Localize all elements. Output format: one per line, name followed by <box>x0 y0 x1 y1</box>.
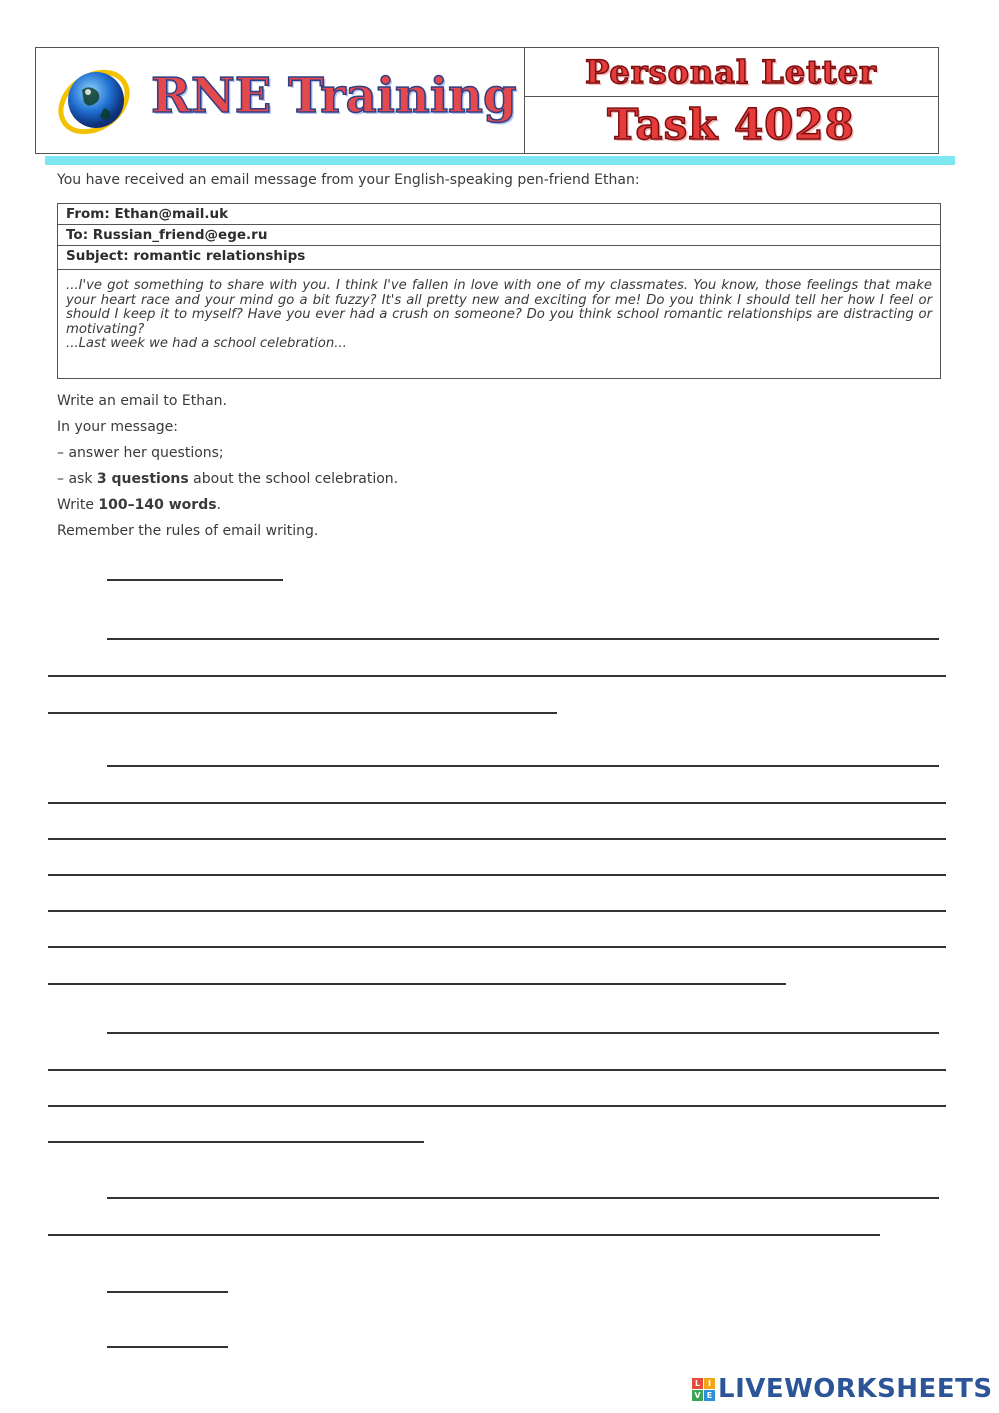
email-body <box>66 279 932 352</box>
email-body-text: ...I've got something to share with you. I think I've fallen in love with one of my classmates. You know, those feelings that make your heart race and your mind go a bit fuzzy? It's all pretty new and exciting for me! Do you think I should tell her how I feel or should I keep it to myself? Have you ever had a crush on someone? Do you think school romantic relationships are distracting or motivating? <box>66 278 932 337</box>
email-to: To: Russian_friend@ege.ru <box>58 225 940 246</box>
instruction-in-message: In your message: <box>57 419 179 435</box>
writing-line[interactable] <box>48 983 786 985</box>
logo-tile: L <box>692 1378 703 1389</box>
writing-line[interactable] <box>48 946 946 948</box>
writing-line[interactable] <box>48 1105 946 1107</box>
writing-line[interactable] <box>48 675 946 677</box>
words-bold: 100–140 words <box>98 497 217 513</box>
liveworksheets-logo <box>692 1374 993 1404</box>
point2-suffix: about the school celebration. <box>188 471 399 487</box>
writing-line[interactable] <box>107 1032 939 1034</box>
liveworksheets-logo-icon <box>692 1378 715 1401</box>
writing-line[interactable] <box>48 1141 424 1143</box>
instruction-point-2 <box>57 471 398 487</box>
instruction-word-count <box>57 497 221 513</box>
intro-text: You have received an email message from your English-speaking pen-friend Ethan: <box>57 172 640 188</box>
email-box <box>57 203 941 379</box>
writing-line[interactable] <box>48 712 557 714</box>
page-title: Personal Letter <box>585 53 877 91</box>
title-cell <box>524 48 938 97</box>
task-cell <box>524 96 938 153</box>
point2-prefix: – ask <box>57 471 97 487</box>
writing-line[interactable] <box>48 1234 880 1236</box>
writing-line[interactable] <box>48 838 946 840</box>
writing-line-closing[interactable] <box>107 1291 228 1293</box>
point2-bold: 3 questions <box>96 471 189 487</box>
logo-cell <box>36 48 525 153</box>
email-subject: Subject: romantic relationships <box>58 246 940 270</box>
instruction-write: Write an email to Ethan. <box>57 393 227 409</box>
words-prefix: Write <box>57 497 99 513</box>
globe-icon <box>54 62 134 140</box>
writing-line[interactable] <box>48 1069 946 1071</box>
logo-tile: I <box>704 1378 715 1389</box>
task-number: Task 4028 <box>607 100 855 149</box>
logo-tile: E <box>704 1390 715 1401</box>
instruction-remember: Remember the rules of email writing. <box>57 523 319 539</box>
writing-line-signature[interactable] <box>107 1346 228 1348</box>
writing-line-greeting[interactable] <box>107 579 283 581</box>
email-from: From: Ethan@mail.uk <box>58 204 940 225</box>
header-table <box>35 47 939 154</box>
writing-line[interactable] <box>48 910 946 912</box>
logo-tile: V <box>692 1390 703 1401</box>
liveworksheets-brand: LIVEWORKSHEETS <box>718 1374 993 1404</box>
writing-line[interactable] <box>48 802 946 804</box>
writing-line[interactable] <box>107 638 939 640</box>
words-suffix: . <box>216 497 222 513</box>
writing-line[interactable] <box>48 874 946 876</box>
writing-line[interactable] <box>107 765 939 767</box>
email-body-closing: ...Last week we had a school celebration... <box>66 336 347 351</box>
brand-title: RNE Training <box>151 68 517 124</box>
header-accent-bar <box>45 156 955 165</box>
instruction-point-1: – answer her questions; <box>57 445 224 461</box>
writing-line[interactable] <box>107 1197 939 1199</box>
